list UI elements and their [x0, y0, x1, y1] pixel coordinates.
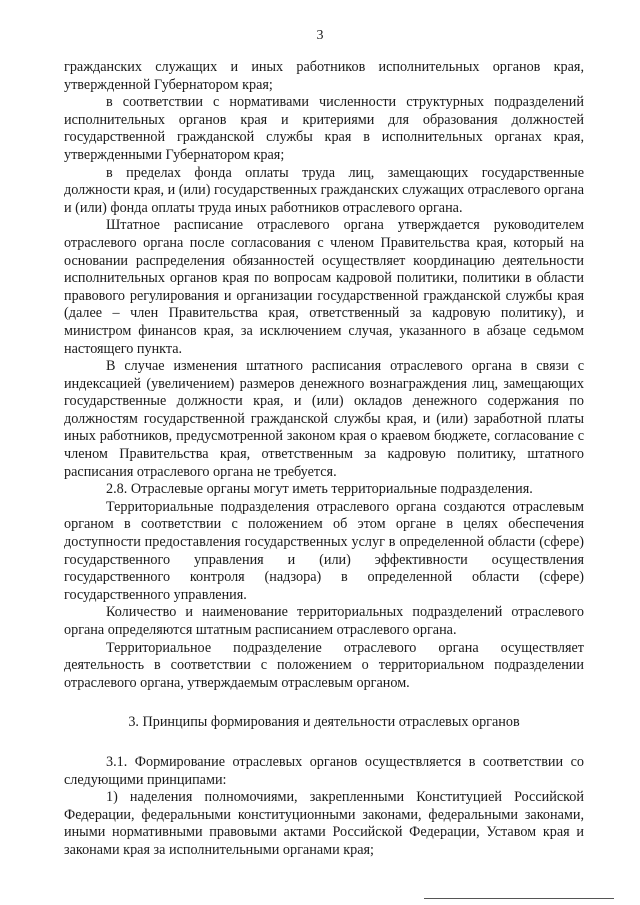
paragraph: в соответствии с нормативами численности структурных подразделений исполнительных органов края и критериями для образования должностей государственной гражданской службы края в исполнительных органах края, утвержденными Губернатором края;: [64, 94, 584, 163]
paragraph: Количество и наименование территориальных подразделений отраслевого органа определяются штатным расписанием отраслевого органа.: [64, 604, 584, 638]
page-number: 3: [316, 28, 324, 43]
paragraph: 2.8. Отраслевые органы могут иметь территориальные подразделения.: [106, 481, 533, 498]
paragraph: Штатное расписание отраслевого органа утверждается руководителем отраслевого органа после согласования с членом Правительства края, который на основании распределения обязанностей осуществляет координацию деятельности исполнительных органов края по вопросам кадровой политики, политики в области правового регулирования и организации государственной гражданской службы края (далее – член Правительства края, ответственный за кадровую политику), и министром финансов края, за исключением случая, указанного в абзаце седьмом настоящего пункта.: [64, 217, 584, 357]
footer-divider: [424, 898, 614, 899]
paragraph: Территориальное подразделение отраслевого органа осуществляет деятельность в соответствии с положением о территориальном подразделении отраслевого органа, утверждаемым отраслевым органом.: [64, 639, 584, 691]
document-body: [64, 59, 584, 860]
paragraph: Территориальные подразделения отраслевого органа создаются отраслевым органом в соответствии с положением об этом органе в целях обеспечения доступности предоставления государственных услуг в определенной области (сфере) государственного управления и (или) эффективности осуществления государственного контроля (надзора) в определенной области (сфере) государственного управления.: [64, 498, 584, 603]
paragraph: В случае изменения штатного расписания отраслевого органа в связи с индексацией (увеличением) размеров денежного вознаграждения лиц, замещающих государственные должности края, и (или) окладов денежного содержания по должностям государственной гражданской службы края, и (или) заработной платы иных работников, предусмотренной законом края о краевом бюджете, согласование с членом Правительства края, ответственным за кадровую политику, штатного расписания отраслевого органа не требуется.: [64, 358, 584, 480]
paragraph: 3.1. Формирование отраслевых органов осуществляется в соответствии со следующими принципами:: [64, 753, 584, 788]
paragraph: 1) наделения полномочиями, закрепленными Конституцией Российской Федерации, федеральными конституционными законами, федеральными законами, иными нормативными правовыми актами Российской Федерации, Уставом края и законами края за исполнительными органами края;: [64, 789, 584, 858]
paragraph: в пределах фонда оплаты труда лиц, замещающих государственные должности края, и (или) государственных гражданских служащих отраслевого органа и (или) фонда оплаты труда иных работников отраслевого органа.: [64, 164, 585, 216]
paragraph: гражданских служащих и иных работников исполнительных органов края, утвержденной Губернатором края;: [64, 59, 584, 93]
section-heading: 3. Принципы формирования и деятельности отраслевых органов: [128, 714, 520, 731]
